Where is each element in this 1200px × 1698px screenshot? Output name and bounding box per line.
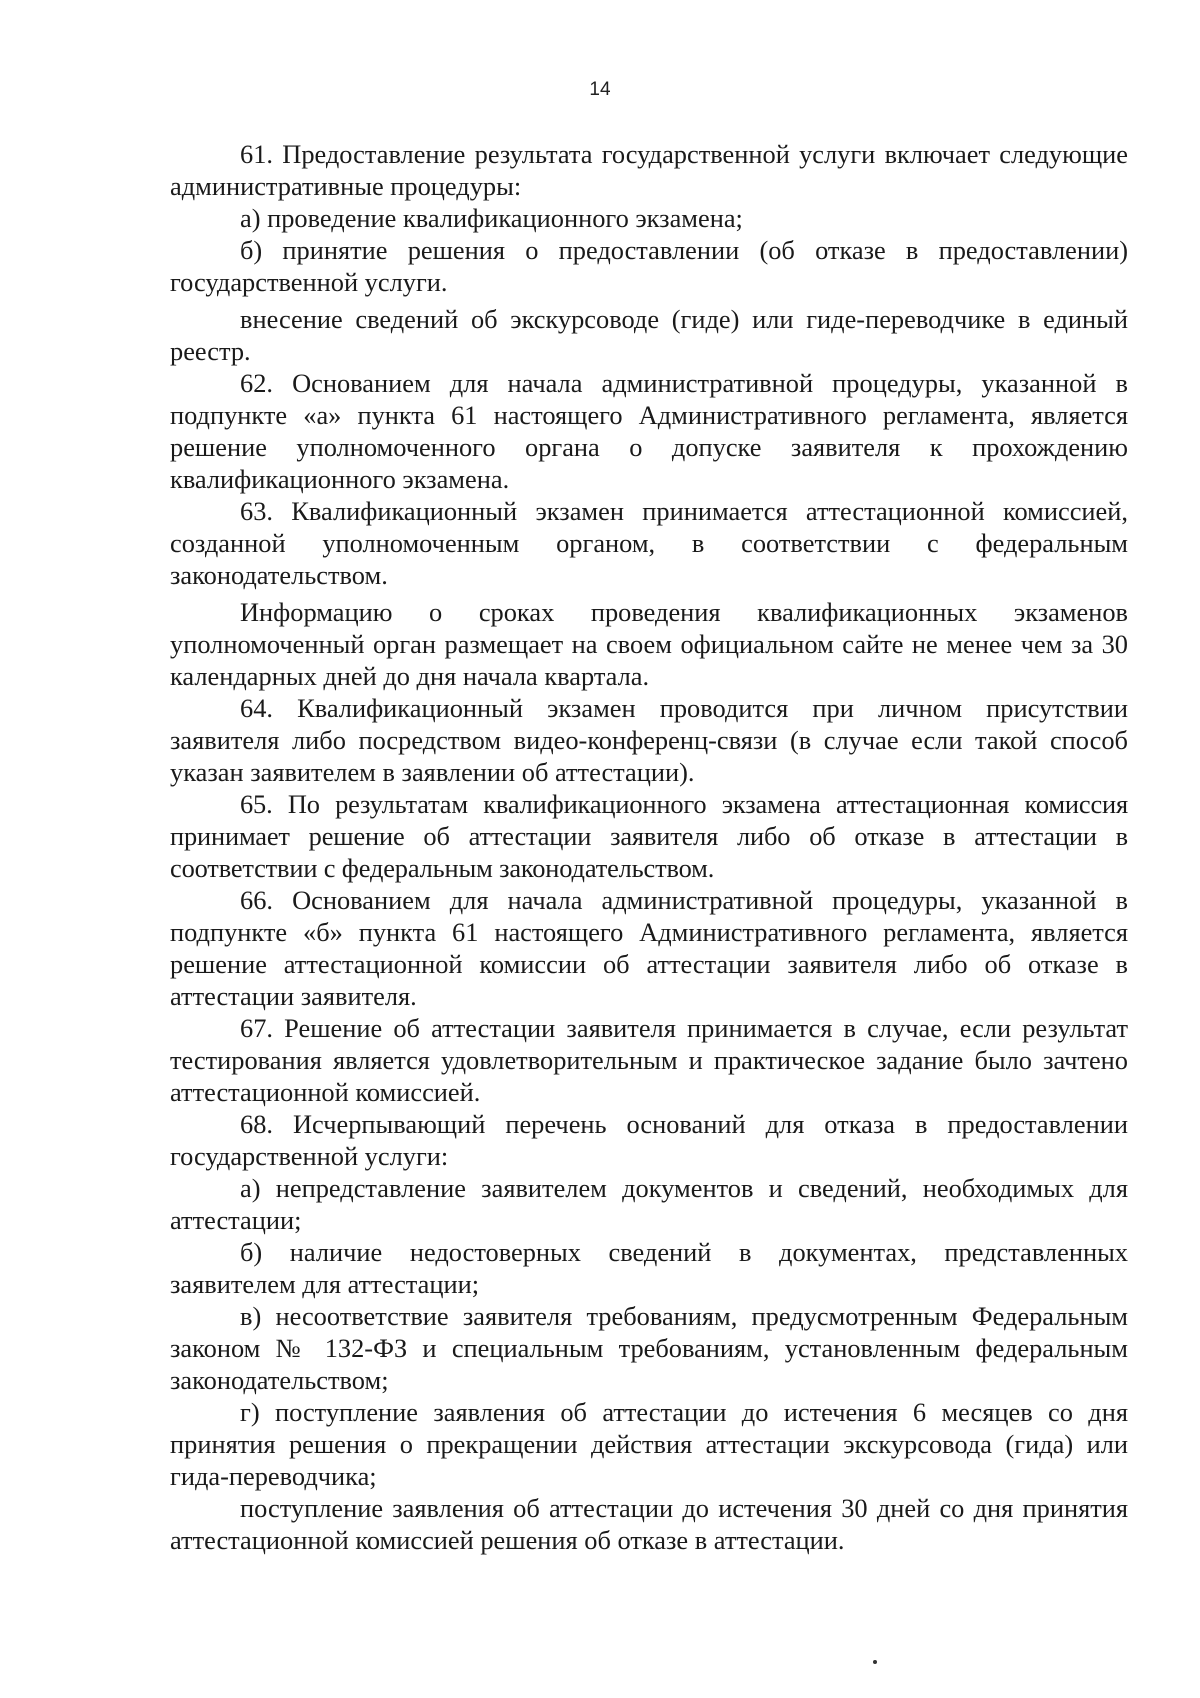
list-item-68d: г) поступление заявления об аттестации до истечения 6 месяцев со дня принятия решения о прекращении действия аттестации экскурсовода (гида) или гида-переводчика; xyxy=(170,1397,1128,1491)
document-body xyxy=(170,138,1128,1556)
list-item-68b: б) наличие недостоверных сведений в документах, представленных заявителем для аттестации; xyxy=(170,1237,1128,1299)
paragraph-63: 63. Квалификационный экзамен принимается аттестационной комиссией, созданной уполномоченным органом, в соответствии с федеральным законодательством. xyxy=(170,496,1128,590)
list-item-61b: б) принятие решения о предоставлении (об отказе в предоставлении) государственной услуги. xyxy=(170,235,1128,297)
scan-speck xyxy=(873,1660,877,1664)
paragraph-64: 64. Квалификационный экзамен проводится при личном присутствии заявителя либо посредством видео-конференц-связи (в случае если такой способ указан заявителем в заявлении об аттестации). xyxy=(170,693,1128,787)
list-item-61a: а) проведение квалификационного экзамена; xyxy=(240,203,743,233)
paragraph-67: 67. Решение об аттестации заявителя принимается в случае, если результат тестирования является удовлетворительным и практическое задание было зачтено аттестационной комиссией. xyxy=(170,1013,1128,1107)
paragraph-66: 66. Основанием для начала административной процедуры, указанной в подпункте «б» пункта 61 настоящего Административного регламента, является решение аттестационной комиссии об аттестации заявителя либо об отказе в аттестации заявителя. xyxy=(170,885,1128,1011)
paragraph-63-info: Информацию о сроках проведения квалификационных экзаменов уполномоченный орган размещает на своем официальном сайте не менее чем за 30 календарных дней до дня начала квартала. xyxy=(170,597,1128,691)
list-item-68e: поступление заявления об аттестации до истечения 30 дней со дня принятия аттестационной комиссией решения об отказе в аттестации. xyxy=(170,1493,1128,1555)
paragraph-61: 61. Предоставление результата государственной услуги включает следующие административные процедуры: xyxy=(170,139,1128,201)
list-item-68a: а) непредставление заявителем документов и сведений, необходимых для аттестации; xyxy=(170,1173,1128,1235)
paragraph-68: 68. Исчерпывающий перечень оснований для отказа в предоставлении государственной услуги: xyxy=(170,1109,1128,1171)
list-item-61c: внесение сведений об экскурсоводе (гиде) или гиде-переводчике в единый реестр. xyxy=(170,304,1128,366)
list-item-68c: в) несоответствие заявителя требованиям, предусмотренным Федеральным законом № 132-ФЗ и специальным требованиям, установленным федеральным законодательством; xyxy=(170,1301,1128,1395)
page-number: 14 xyxy=(589,79,611,100)
paragraph-65: 65. По результатам квалификационного экзамена аттестационная комиссия принимает решение об аттестации заявителя либо об отказе в аттестации в соответствии с федеральным законодательством. xyxy=(170,789,1128,883)
paragraph-62: 62. Основанием для начала административной процедуры, указанной в подпункте «а» пункта 61 настоящего Административного регламента, является решение уполномоченного органа о допуске заявителя к прохождению квалификационного экзамена. xyxy=(170,368,1128,494)
